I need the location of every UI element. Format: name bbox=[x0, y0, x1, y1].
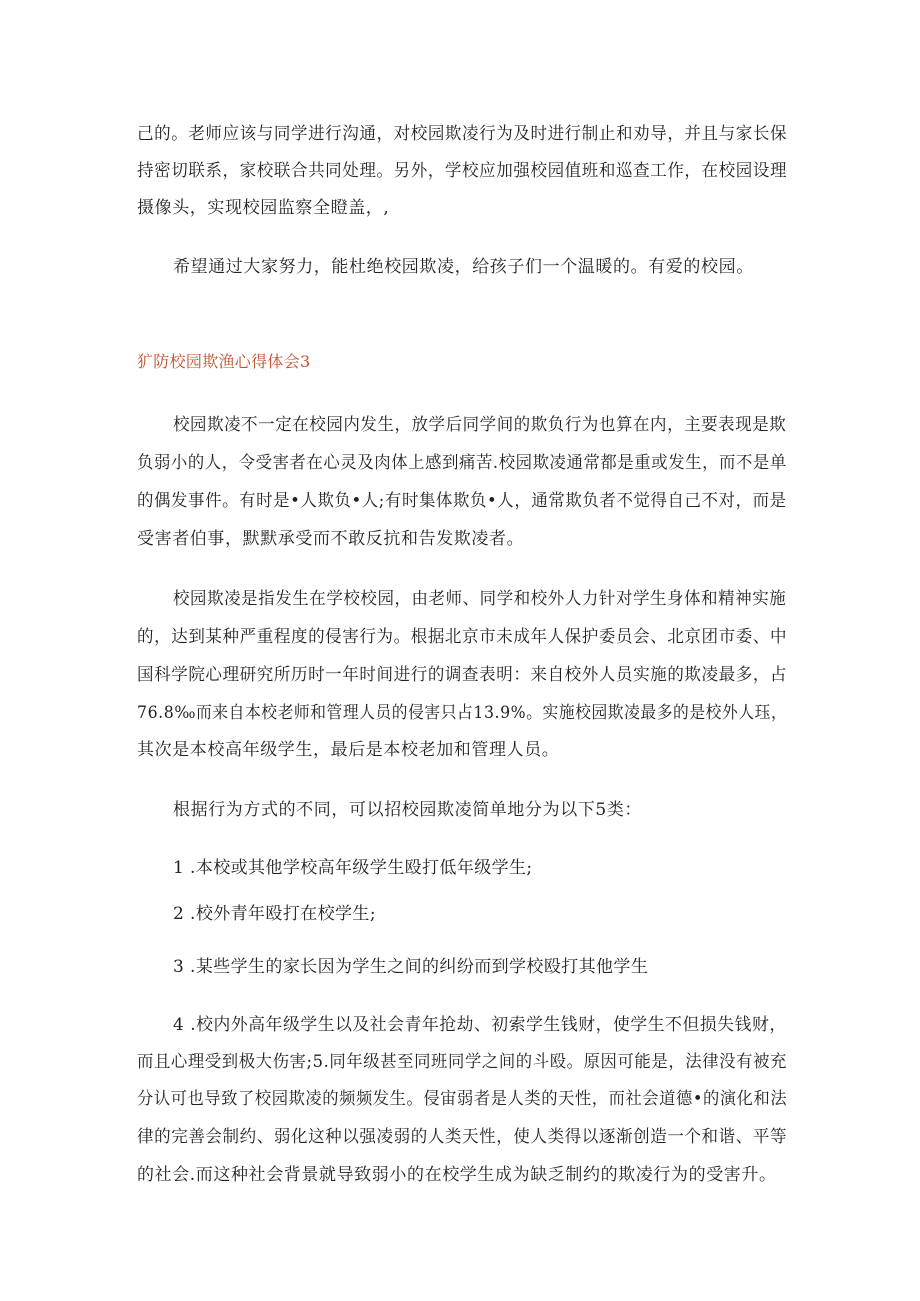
paragraph-line: 校园欺凌是指发生在学校校园，由老师、同学和校外人力针对学生身体和精神实施 bbox=[173, 589, 787, 609]
text-line: 己的。老师应该与同学进行沟通，对校园欺凌行为及时进行制止和劝导，并且与家长保 bbox=[137, 124, 788, 144]
list-item-paragraph-line: 4 .校内外高年级学生以及社会青年抢劫、初索学生钱财，使学生不但损失钱财， bbox=[173, 1015, 787, 1035]
paragraph-line: 的，达到某种严重程度的侵害行为。根据北京市未成年人保护委员会、北京团市委、中 bbox=[137, 627, 788, 647]
list-item: 3 .某些学生的家长因为学生之间的纠纷而到学校殴打其他学生 bbox=[173, 957, 649, 977]
paragraph-line: 负弱小的人，令受害者在心灵及肉体上感到痛苦.校园欺凌通常都是重或发生，而不是单 bbox=[137, 453, 787, 473]
list-item-paragraph-line: 分认可也导致了校园欺凌的频频发生。侵宙弱者是人类的天性，而社会道德•的演化和法 bbox=[137, 1089, 788, 1109]
list-item-paragraph-line: 而且心理受到极大伤害;5.同年级甚至同班同学之间的斗殴。原因可能是，法律没有被充 bbox=[137, 1052, 787, 1072]
paragraph-line: 76.8‰而来自本校老师和管理人员的侵害只占13.9%。实施校园欺凌最多的是校外人珏， bbox=[137, 703, 788, 723]
list-item-paragraph-line: 律的完善会制约、弱化这种以强凌弱的人类天性，使人类得以逐渐创造一个和谐、平等 bbox=[137, 1127, 788, 1147]
paragraph-line: 国科学院心理研究所历时一年时间进行的调查表明：来自校外人员实施的欺凌最多，占 bbox=[137, 665, 788, 685]
list-item: 2 .校外青年殴打在校学生; bbox=[173, 904, 376, 924]
text-line: 摄像头，实现校园监察全瞪盖，, bbox=[137, 198, 390, 218]
text-line: 持密切联系，家校联合共同处理。另外，学校应加强校园值班和巡查工作，在校园设理 bbox=[137, 161, 788, 181]
paragraph-line: 校园欺凌不一定在校园内发生，放学后同学间的欺负行为也算在内，主要表现是欺 bbox=[173, 415, 787, 435]
section-heading: 犷防校园欺渔心得体会3 bbox=[137, 352, 311, 371]
paragraph-line: 受害者伯事，默默承受而不敢反抗和告发欺凌者。 bbox=[137, 529, 525, 549]
list-item-paragraph-line: 的社会.而这种社会背景就导致弱小的在校学生成为缺乏制约的欺凌行为的受害升。 bbox=[137, 1165, 777, 1185]
paragraph-line: 其次是本校高年级学生，最后是本校老加和管理人员。 bbox=[137, 740, 560, 760]
paragraph-line: 的偶发事件。有时是•人欺负•人;有时集体欺负•人，通常欺负者不觉得自己不对，而是 bbox=[137, 491, 787, 511]
closing-line: 希望通过大家努力，能杜绝校园欺凌，给孩子们一个温暖的。有爱的校园。 bbox=[173, 257, 754, 277]
paragraph-line: 根据行为方式的不同，可以招校园欺凌简单地分为以下5类： bbox=[173, 800, 643, 820]
list-item: 1 .本校或其他学校高年级学生殴打低年级学生; bbox=[173, 858, 533, 878]
